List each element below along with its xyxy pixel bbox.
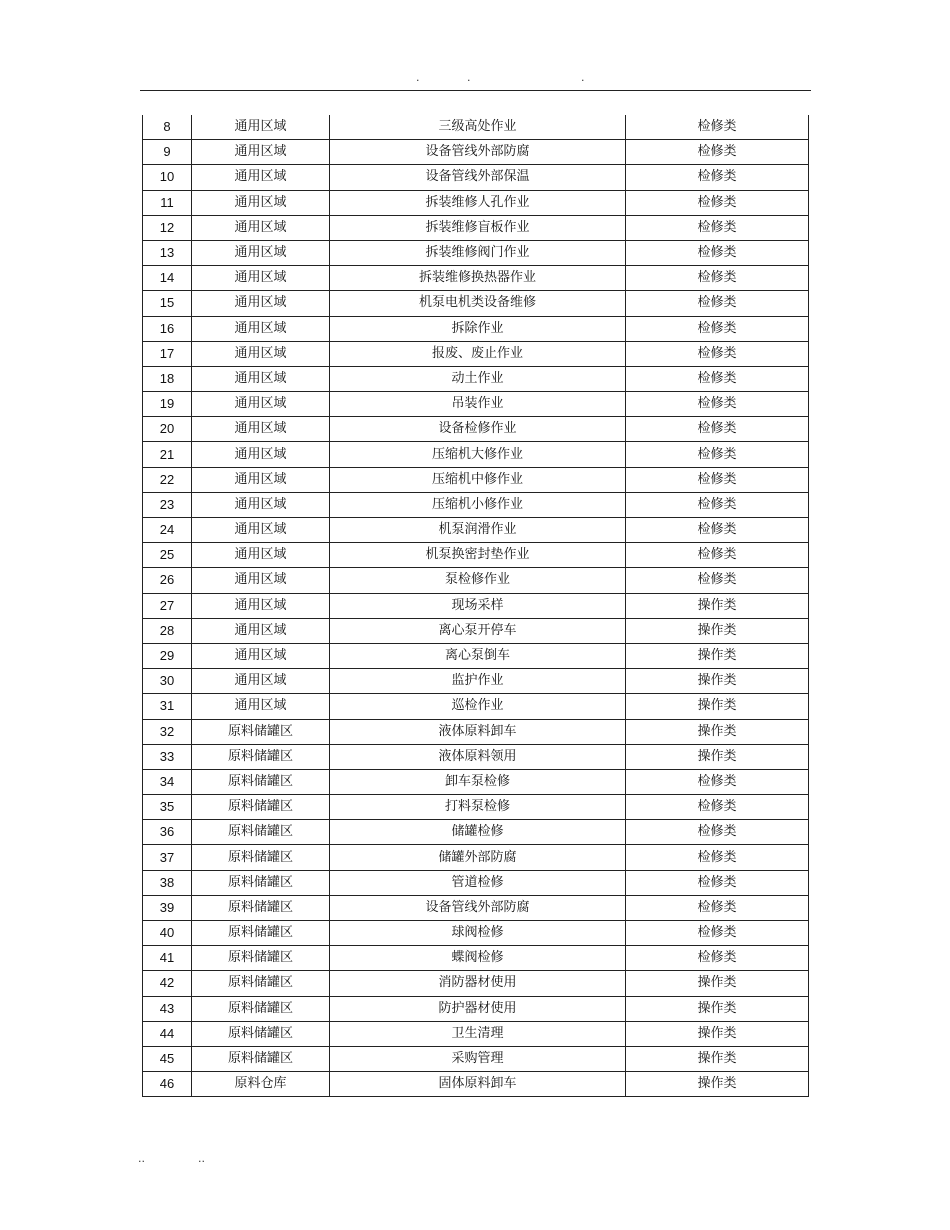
row-number: 41: [143, 946, 192, 971]
row-area: 通用区域: [192, 366, 330, 391]
header-rule: [140, 90, 811, 91]
table-row: [143, 140, 809, 165]
row-work-item: 现场采样: [330, 593, 626, 618]
row-area: 通用区域: [192, 140, 330, 165]
row-area: 通用区域: [192, 165, 330, 190]
row-area: 原料仓库: [192, 1072, 330, 1097]
row-number: 15: [143, 291, 192, 316]
table-body: [143, 115, 809, 1097]
row-area: 通用区域: [192, 215, 330, 240]
row-number: 14: [143, 266, 192, 291]
row-work-item: 压缩机大修作业: [330, 442, 626, 467]
table-row: [143, 543, 809, 568]
row-number: 11: [143, 190, 192, 215]
row-category: 操作类: [626, 971, 809, 996]
row-category: 检修类: [626, 190, 809, 215]
row-number: 40: [143, 921, 192, 946]
row-number: 28: [143, 618, 192, 643]
row-area: 通用区域: [192, 240, 330, 265]
row-area: 通用区域: [192, 190, 330, 215]
row-area: 原料储罐区: [192, 820, 330, 845]
row-area: 原料储罐区: [192, 971, 330, 996]
row-category: 操作类: [626, 1021, 809, 1046]
table-row: [143, 769, 809, 794]
row-work-item: 机泵润滑作业: [330, 518, 626, 543]
row-number: 8: [143, 115, 192, 140]
row-category: 检修类: [626, 820, 809, 845]
table-row: [143, 921, 809, 946]
row-work-item: 储罐检修: [330, 820, 626, 845]
row-category: 检修类: [626, 946, 809, 971]
row-area: 原料储罐区: [192, 921, 330, 946]
row-category: 检修类: [626, 417, 809, 442]
row-number: 22: [143, 467, 192, 492]
row-work-item: 泵检修作业: [330, 568, 626, 593]
row-work-item: 监护作业: [330, 669, 626, 694]
row-work-item: 设备检修作业: [330, 417, 626, 442]
row-area: 通用区域: [192, 669, 330, 694]
row-work-item: 设备管线外部防腐: [330, 140, 626, 165]
row-work-item: 设备管线外部保温: [330, 165, 626, 190]
row-number: 34: [143, 769, 192, 794]
row-category: 操作类: [626, 1072, 809, 1097]
row-number: 29: [143, 643, 192, 668]
row-work-item: 吊装作业: [330, 392, 626, 417]
row-work-item: 采购管理: [330, 1046, 626, 1071]
row-work-item: 卸车泵检修: [330, 769, 626, 794]
row-number: 38: [143, 870, 192, 895]
footer-dot: ..: [198, 1152, 205, 1165]
row-category: 检修类: [626, 140, 809, 165]
row-work-item: 打料泵检修: [330, 795, 626, 820]
row-number: 25: [143, 543, 192, 568]
row-number: 31: [143, 694, 192, 719]
footer-dots: [138, 1152, 228, 1166]
row-category: 操作类: [626, 643, 809, 668]
row-area: 原料储罐区: [192, 946, 330, 971]
row-work-item: 拆除作业: [330, 316, 626, 341]
table-row: [143, 266, 809, 291]
table-row: [143, 568, 809, 593]
table-row: [143, 795, 809, 820]
row-work-item: 拆装维修阀门作业: [330, 240, 626, 265]
table-row: [143, 392, 809, 417]
row-area: 原料储罐区: [192, 719, 330, 744]
row-area: 原料储罐区: [192, 845, 330, 870]
row-category: 检修类: [626, 769, 809, 794]
row-work-item: 消防器材使用: [330, 971, 626, 996]
row-area: 通用区域: [192, 593, 330, 618]
row-number: 17: [143, 341, 192, 366]
row-work-item: 报废、废止作业: [330, 341, 626, 366]
table-row: [143, 895, 809, 920]
row-category: 检修类: [626, 215, 809, 240]
row-category: 操作类: [626, 669, 809, 694]
row-category: 检修类: [626, 568, 809, 593]
row-work-item: 机泵换密封垫作业: [330, 543, 626, 568]
table-row: [143, 442, 809, 467]
row-number: 36: [143, 820, 192, 845]
table-row: [143, 417, 809, 442]
row-category: 检修类: [626, 366, 809, 391]
row-area: 原料储罐区: [192, 769, 330, 794]
row-number: 35: [143, 795, 192, 820]
table-row: [143, 996, 809, 1021]
row-category: 操作类: [626, 1046, 809, 1071]
row-category: 检修类: [626, 795, 809, 820]
table-row: [143, 240, 809, 265]
row-work-item: 拆装维修人孔作业: [330, 190, 626, 215]
table-row: [143, 165, 809, 190]
row-area: 原料储罐区: [192, 870, 330, 895]
row-number: 23: [143, 492, 192, 517]
row-category: 检修类: [626, 341, 809, 366]
row-work-item: 拆装维修盲板作业: [330, 215, 626, 240]
row-category: 检修类: [626, 543, 809, 568]
row-number: 10: [143, 165, 192, 190]
row-number: 9: [143, 140, 192, 165]
header-dot: .: [581, 71, 585, 84]
table-row: [143, 1021, 809, 1046]
row-category: 操作类: [626, 593, 809, 618]
table-row: [143, 820, 809, 845]
table-row: [143, 971, 809, 996]
row-work-item: 巡检作业: [330, 694, 626, 719]
table-row: [143, 618, 809, 643]
row-category: 检修类: [626, 240, 809, 265]
row-number: 42: [143, 971, 192, 996]
row-number: 26: [143, 568, 192, 593]
table-row: [143, 643, 809, 668]
row-number: 12: [143, 215, 192, 240]
table-row: [143, 341, 809, 366]
row-number: 18: [143, 366, 192, 391]
row-work-item: 离心泵开停车: [330, 618, 626, 643]
row-area: 原料储罐区: [192, 1046, 330, 1071]
table-row: [143, 845, 809, 870]
row-category: 检修类: [626, 316, 809, 341]
row-category: 检修类: [626, 921, 809, 946]
row-area: 通用区域: [192, 518, 330, 543]
row-category: 检修类: [626, 165, 809, 190]
row-number: 19: [143, 392, 192, 417]
table-row: [143, 1072, 809, 1097]
row-work-item: 球阀检修: [330, 921, 626, 946]
row-area: 通用区域: [192, 341, 330, 366]
row-work-item: 机泵电机类设备维修: [330, 291, 626, 316]
row-category: 检修类: [626, 291, 809, 316]
row-area: 通用区域: [192, 291, 330, 316]
row-area: 通用区域: [192, 467, 330, 492]
table-row: [143, 291, 809, 316]
row-area: 通用区域: [192, 442, 330, 467]
row-category: 检修类: [626, 492, 809, 517]
table-row: [143, 1046, 809, 1071]
row-category: 检修类: [626, 467, 809, 492]
row-work-item: 设备管线外部防腐: [330, 895, 626, 920]
row-work-item: 液体原料领用: [330, 744, 626, 769]
row-work-item: 三级高处作业: [330, 115, 626, 140]
work-item-table: [142, 115, 809, 1097]
row-work-item: 蝶阀检修: [330, 946, 626, 971]
row-number: 37: [143, 845, 192, 870]
row-work-item: 储罐外部防腐: [330, 845, 626, 870]
table-row: [143, 115, 809, 140]
row-work-item: 压缩机小修作业: [330, 492, 626, 517]
row-number: 32: [143, 719, 192, 744]
row-work-item: 管道检修: [330, 870, 626, 895]
row-area: 通用区域: [192, 115, 330, 140]
row-number: 39: [143, 895, 192, 920]
row-category: 操作类: [626, 996, 809, 1021]
header-dot: .: [416, 71, 420, 84]
row-work-item: 压缩机中修作业: [330, 467, 626, 492]
table-row: [143, 467, 809, 492]
row-area: 通用区域: [192, 266, 330, 291]
row-category: 检修类: [626, 845, 809, 870]
row-area: 原料储罐区: [192, 996, 330, 1021]
footer-dot: ..: [138, 1152, 145, 1165]
row-area: 原料储罐区: [192, 895, 330, 920]
row-category: 检修类: [626, 442, 809, 467]
row-work-item: 防护器材使用: [330, 996, 626, 1021]
row-category: 操作类: [626, 618, 809, 643]
row-number: 33: [143, 744, 192, 769]
row-category: 检修类: [626, 870, 809, 895]
row-area: 原料储罐区: [192, 1021, 330, 1046]
table-row: [143, 694, 809, 719]
row-category: 操作类: [626, 719, 809, 744]
row-category: 检修类: [626, 266, 809, 291]
row-work-item: 液体原料卸车: [330, 719, 626, 744]
row-area: 通用区域: [192, 392, 330, 417]
row-area: 通用区域: [192, 316, 330, 341]
row-area: 通用区域: [192, 618, 330, 643]
header-dots: [400, 71, 600, 85]
row-category: 检修类: [626, 392, 809, 417]
row-number: 13: [143, 240, 192, 265]
table-row: [143, 190, 809, 215]
table-row: [143, 215, 809, 240]
table-row: [143, 669, 809, 694]
row-number: 21: [143, 442, 192, 467]
table-row: [143, 366, 809, 391]
row-work-item: 固体原料卸车: [330, 1072, 626, 1097]
row-category: 操作类: [626, 694, 809, 719]
row-number: 16: [143, 316, 192, 341]
row-number: 27: [143, 593, 192, 618]
row-area: 通用区域: [192, 543, 330, 568]
row-number: 43: [143, 996, 192, 1021]
row-category: 检修类: [626, 115, 809, 140]
table-row: [143, 946, 809, 971]
table-row: [143, 744, 809, 769]
row-area: 通用区域: [192, 417, 330, 442]
table-row: [143, 719, 809, 744]
table-row: [143, 316, 809, 341]
row-number: 30: [143, 669, 192, 694]
row-work-item: 卫生清理: [330, 1021, 626, 1046]
header-dot: .: [467, 71, 471, 84]
row-work-item: 拆装维修换热器作业: [330, 266, 626, 291]
table-row: [143, 593, 809, 618]
row-area: 通用区域: [192, 568, 330, 593]
row-area: 通用区域: [192, 643, 330, 668]
row-number: 44: [143, 1021, 192, 1046]
row-work-item: 动土作业: [330, 366, 626, 391]
row-category: 检修类: [626, 518, 809, 543]
row-area: 原料储罐区: [192, 744, 330, 769]
row-area: 通用区域: [192, 492, 330, 517]
table-row: [143, 518, 809, 543]
row-number: 45: [143, 1046, 192, 1071]
table-row: [143, 492, 809, 517]
row-category: 操作类: [626, 744, 809, 769]
row-category: 检修类: [626, 895, 809, 920]
table-row: [143, 870, 809, 895]
row-number: 24: [143, 518, 192, 543]
row-area: 通用区域: [192, 694, 330, 719]
row-number: 46: [143, 1072, 192, 1097]
row-work-item: 离心泵倒车: [330, 643, 626, 668]
row-number: 20: [143, 417, 192, 442]
row-area: 原料储罐区: [192, 795, 330, 820]
